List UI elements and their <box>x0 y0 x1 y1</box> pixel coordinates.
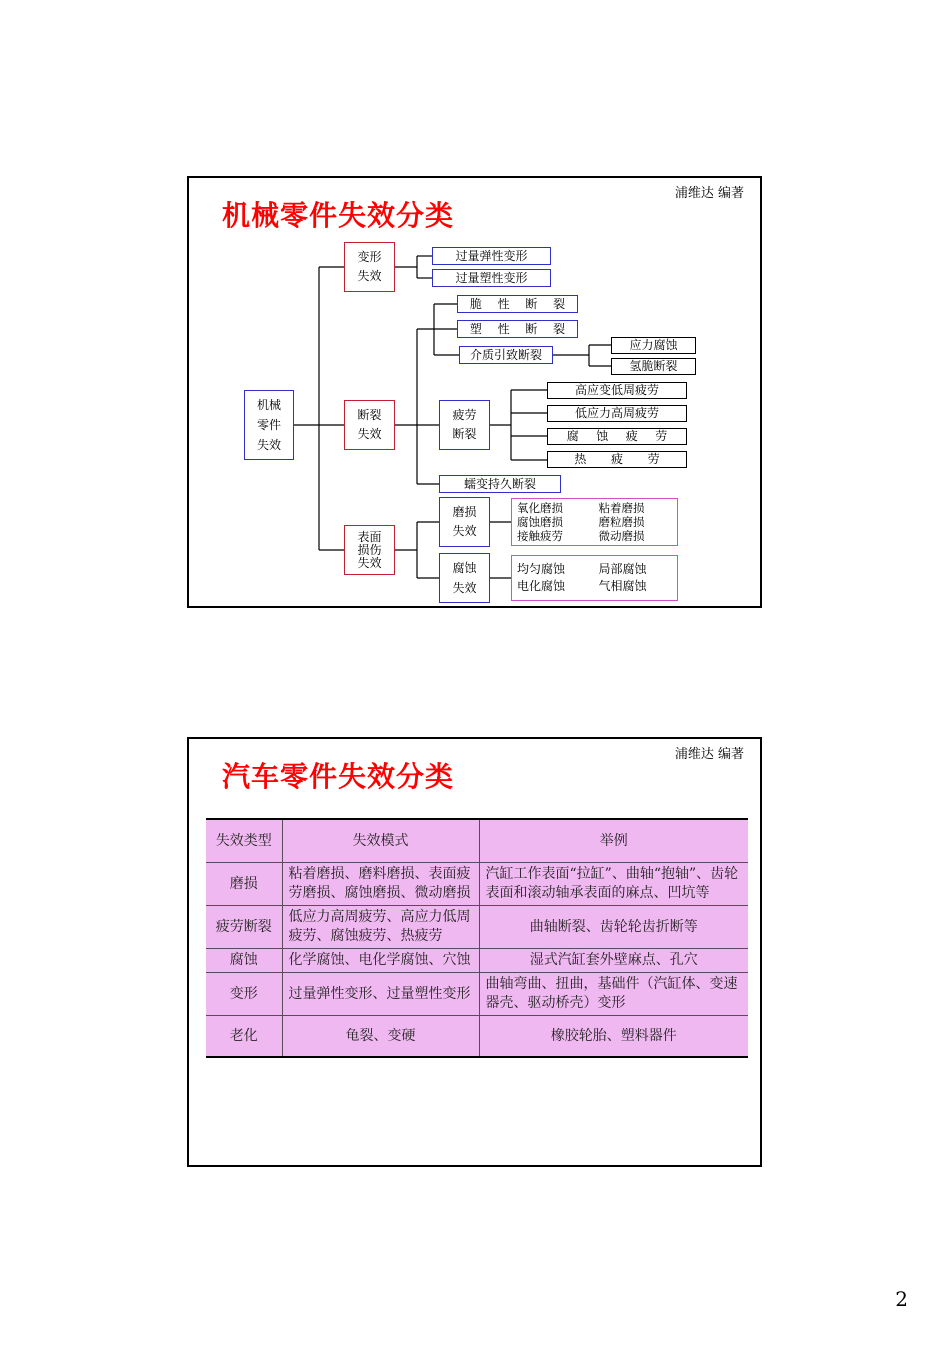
table-row <box>206 863 748 906</box>
corrosion-types-box <box>511 555 678 601</box>
surface-label-2: 损伤 <box>357 542 382 557</box>
wear-failure-node <box>439 497 490 547</box>
plastic-char: 塑 <box>469 321 482 336</box>
table-row <box>206 1016 748 1058</box>
hydrogen-embrittlement-node: 氢脆断裂 <box>611 358 696 375</box>
root-line-3: 失效 <box>256 438 281 452</box>
low-cycle-fatigue-node: 高应变低周疲劳 <box>547 382 687 399</box>
corrosion-failure-node <box>439 553 490 603</box>
brittle-char: 断 <box>525 296 538 311</box>
cell-type: 老化 <box>206 1016 282 1058</box>
corrosion-fatigue-char: 劳 <box>655 429 668 443</box>
cell-mode: 粘着磨损、磨料磨损、表面疲劳磨损、腐蚀磨损、微动磨损 <box>282 863 479 906</box>
fatigue-label-1: 疲劳 <box>452 408 477 422</box>
brittle-char: 性 <box>497 296 510 311</box>
failure-table <box>206 818 748 1058</box>
wear-type: 磨粒磨损 <box>598 515 645 529</box>
table-row <box>206 906 748 949</box>
plastic-char: 性 <box>497 321 510 336</box>
root-line-1: 机械 <box>256 398 281 412</box>
cell-example: 汽缸工作表面“拉缸”、曲轴“抱轴”、齿轮表面和滚动轴承表面的麻点、凹坑等 <box>479 863 748 906</box>
table-row <box>206 973 748 1016</box>
root-node <box>244 390 294 460</box>
elastic-deform-node: 过量弹性变形 <box>432 247 551 265</box>
stress-corrosion-node: 应力腐蚀 <box>611 337 696 354</box>
table-header-row <box>206 819 748 863</box>
thermal-fatigue-node <box>547 451 687 468</box>
cell-example: 橡胶轮胎、塑料器件 <box>479 1016 748 1058</box>
cell-example: 湿式汽缸套外壁麻点、孔穴 <box>479 949 748 973</box>
brittle-char: 脆 <box>469 296 482 311</box>
thermal-fatigue-char: 热 <box>574 452 587 466</box>
deform-failure-node <box>344 242 395 292</box>
corrosion-type: 均匀腐蚀 <box>517 562 566 576</box>
corrosion-fatigue-char: 腐 <box>566 429 579 443</box>
cell-type: 腐蚀 <box>206 949 282 973</box>
cell-mode: 过量弹性变形、过量塑性变形 <box>282 973 479 1016</box>
deform-label-1: 变形 <box>357 250 382 264</box>
wear-label-1: 磨损 <box>452 505 477 519</box>
corrosion-type: 局部腐蚀 <box>598 562 647 576</box>
cell-type: 疲劳断裂 <box>206 906 282 949</box>
wear-type: 粘着磨损 <box>598 501 645 515</box>
cell-mode: 龟裂、变硬 <box>282 1016 479 1058</box>
wear-type: 接触疲劳 <box>517 529 563 543</box>
slide-automotive-failure <box>187 737 762 1167</box>
fatigue-label-2: 断裂 <box>452 427 477 441</box>
page-number: 2 <box>895 1287 908 1311</box>
header-type: 失效类型 <box>206 819 282 863</box>
deform-label-2: 失效 <box>357 269 382 283</box>
cell-mode: 化学腐蚀、电化学腐蚀、穴蚀 <box>282 949 479 973</box>
brittle-char: 裂 <box>553 296 566 311</box>
author-label: 浦维达 编著 <box>674 186 744 201</box>
corrosion-fatigue-node <box>547 428 687 445</box>
corrosion-label-1: 腐蚀 <box>452 561 477 575</box>
corrosion-fatigue-char: 蚀 <box>596 429 609 443</box>
root-line-2: 零件 <box>256 418 281 432</box>
corrosion-type: 电化腐蚀 <box>517 579 566 593</box>
fatigue-fracture-node <box>439 400 490 450</box>
wear-label-2: 失效 <box>452 524 477 538</box>
corrosion-label-2: 失效 <box>452 581 477 595</box>
fracture-failure-node <box>344 400 395 450</box>
medium-fracture-node: 介质引致断裂 <box>459 346 553 364</box>
cell-example: 曲轴断裂、齿轮轮齿折断等 <box>479 906 748 949</box>
brittle-fracture-node <box>457 295 578 313</box>
wear-type: 微动磨损 <box>598 529 645 543</box>
surface-label-3: 失效 <box>357 555 382 570</box>
thermal-fatigue-char: 劳 <box>647 452 660 466</box>
header-mode: 失效模式 <box>282 819 479 863</box>
fracture-label-2: 失效 <box>357 427 382 441</box>
slide-title: 机械零件失效分类 <box>222 199 455 232</box>
cell-mode: 低应力高周疲劳、高应力低周疲劳、腐蚀疲劳、热疲劳 <box>282 906 479 949</box>
plastic-char: 裂 <box>553 321 566 336</box>
plastic-deform-node: 过量塑性变形 <box>432 269 551 287</box>
plastic-fracture-node <box>457 320 578 338</box>
wear-type: 腐蚀磨损 <box>517 515 563 529</box>
slide-mechanical-failure <box>187 176 762 608</box>
header-example: 举例 <box>479 819 748 863</box>
corrosion-fatigue-char: 疲 <box>625 429 638 443</box>
fracture-label-1: 断裂 <box>357 408 382 422</box>
wear-types-box <box>511 498 678 546</box>
author-label: 浦维达 编著 <box>674 747 744 762</box>
thermal-fatigue-char: 疲 <box>610 452 623 466</box>
wear-type: 氧化磨损 <box>517 501 563 515</box>
cell-example: 曲轴弯曲、扭曲，基础件（汽缸体、变速器壳、驱动桥壳）变形 <box>479 973 748 1016</box>
surface-damage-node <box>344 525 395 575</box>
cell-type: 变形 <box>206 973 282 1016</box>
creep-rupture-node: 蠕变持久断裂 <box>439 475 561 493</box>
high-cycle-fatigue-node: 低应力高周疲劳 <box>547 405 687 422</box>
table-row <box>206 949 748 973</box>
cell-type: 磨损 <box>206 863 282 906</box>
corrosion-type: 气相腐蚀 <box>598 579 647 593</box>
slide-title: 汽车零件失效分类 <box>222 760 455 793</box>
surface-label-1: 表面 <box>357 529 382 544</box>
plastic-char: 断 <box>525 321 538 336</box>
